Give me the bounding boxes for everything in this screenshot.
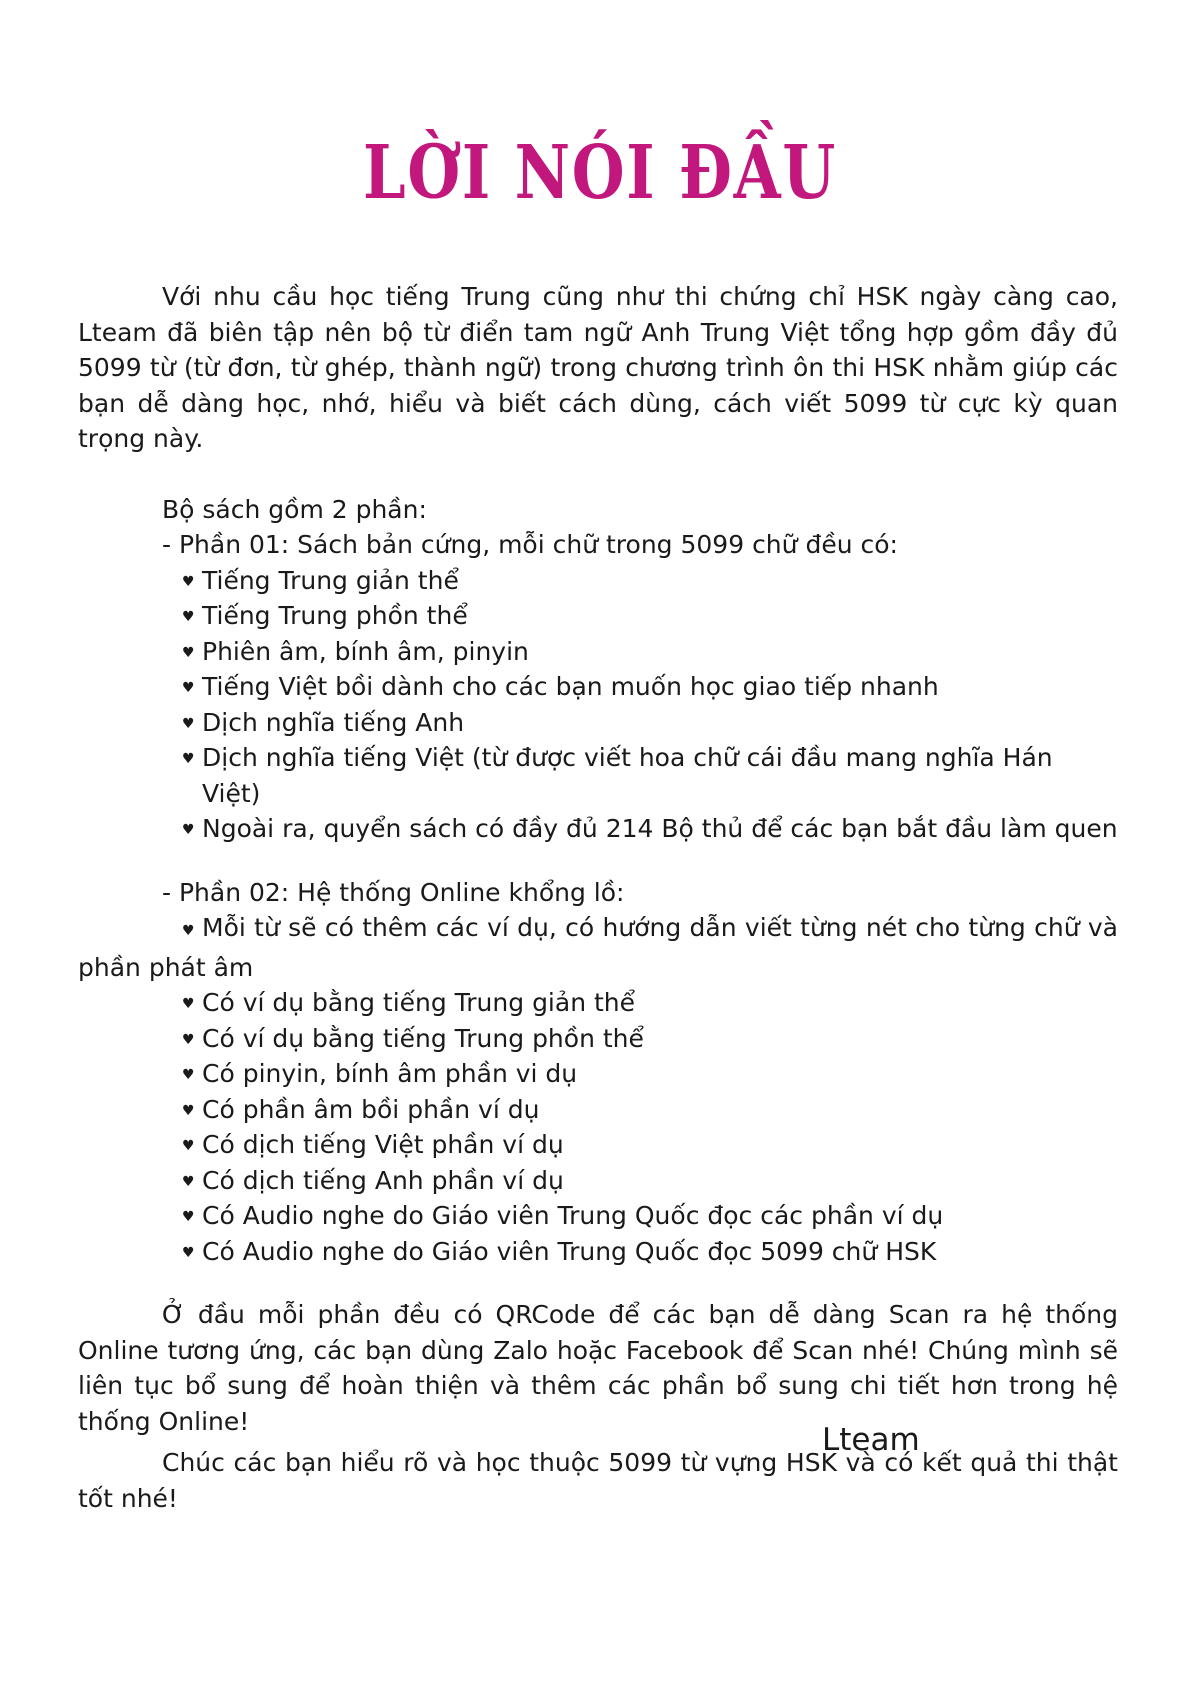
heart-bullet-icon: ♥ — [182, 751, 195, 767]
list-item: ♥ Có dịch tiếng Việt phần ví dụ — [182, 1127, 1118, 1163]
list-item: ♥ Có ví dụ bằng tiếng Trung phồn thể — [182, 1021, 1118, 1057]
list-item: ♥ Dịch nghĩa tiếng Việt (từ được viết hoa chữ cái đầu mang nghĩa Hán Việt) — [182, 743, 1053, 808]
list-item: ♥ Có Audio nghe do Giáo viên Trung Quốc đọc 5099 chữ HSK — [182, 1234, 1118, 1270]
heart-bullet-icon: ♥ — [182, 573, 195, 590]
heart-bullet-icon: ♥ — [182, 644, 195, 661]
heart-bullet-icon: ♥ — [182, 1173, 195, 1190]
part1-heading: - Phần 01: Sách bản cứng, mỗi chữ trong 5099 chữ đều có: — [162, 530, 898, 559]
heart-bullet-icon: ♥ — [182, 1102, 195, 1119]
heart-bullet-icon: ♥ — [182, 680, 195, 696]
signature: Lteam — [822, 1422, 920, 1458]
heart-bullet-icon: ♥ — [182, 715, 195, 732]
list-item: ♥ Tiếng Trung phồn thể — [182, 598, 1118, 634]
intro-paragraph: Với nhu cầu học tiếng Trung cũng như thi chứng chỉ HSK ngày càng cao, Lteam đã biên tập nên bộ từ điển tam ngữ Anh Trung Việt tổng hợp gồm đầy đủ 5099 từ (từ đơn, từ ghép, thành ngữ) trong chương trình ôn thi HSK nhằm giúp các bạn dễ dàng học, nhớ, hiểu và biết cách dùng, cách viết 5099 từ cực kỳ quan trọng này. — [78, 282, 1118, 453]
list-item: ♥ Dịch nghĩa tiếng Anh — [182, 705, 1118, 741]
list-item: ♥ Có ví dụ bằng tiếng Trung giản thể — [182, 985, 1118, 1021]
heart-bullet-icon: ♥ — [182, 609, 195, 625]
document-body — [78, 279, 1118, 1516]
heart-bullet-icon: ♥ — [182, 1067, 195, 1083]
list-item: ♥ Có pinyin, bính âm phần vi dụ — [182, 1056, 1118, 1092]
heart-bullet-icon: ♥ — [182, 923, 195, 939]
part2-list — [78, 985, 1118, 1269]
page-title: LỜI NÓI ĐẦU — [363, 130, 837, 216]
list-item: ♥ Có dịch tiếng Anh phần ví dụ — [182, 1163, 1118, 1199]
list-item: ♥ Mỗi từ sẽ có thêm các ví dụ, có hướng dẫn viết từng nét cho từng chữ và phần phát âm — [78, 913, 1118, 982]
heart-bullet-icon: ♥ — [182, 822, 195, 838]
list-item: ♥ Có phần âm bồi phần ví dụ — [182, 1092, 1118, 1128]
heart-bullet-icon: ♥ — [182, 1031, 195, 1048]
book-heading: Bộ sách gồm 2 phần: — [162, 494, 427, 524]
heart-bullet-icon: ♥ — [182, 996, 195, 1012]
heart-bullet-icon: ♥ — [182, 1209, 195, 1225]
heart-bullet-icon: ♥ — [182, 1138, 195, 1154]
list-item: ♥ Tiếng Trung giản thể — [182, 563, 1118, 599]
heart-bullet-icon: ♥ — [182, 1244, 195, 1261]
list-item: ♥ Tiếng Việt bồi dành cho các bạn muốn học giao tiếp nhanh — [182, 669, 1118, 705]
list-item: ♥ Có Audio nghe do Giáo viên Trung Quốc đọc các phần ví dụ — [182, 1198, 1118, 1234]
closing-paragraph: Chúc các bạn hiểu rõ và học thuộc 5099 từ vựng HSK và có kết quả thi thật tốt nhé! — [78, 1448, 1118, 1513]
list-item: ♥ Phiên âm, bính âm, pinyin — [182, 634, 1118, 670]
outro-paragraph: Ở đầu mỗi phần đều có QRCode để các bạn dễ dàng Scan ra hệ thống Online tương ứng, các bạn dùng Zalo hoặc Facebook để Scan nhé! Chúng mình sẽ liên tục bổ sung để hoàn thiện và thêm các phần bổ sung chi tiết hơn trong hệ thống Online! — [78, 1300, 1118, 1436]
list-item: ♥ Ngoài ra, quyển sách có đầy đủ 214 Bộ thủ để các bạn bắt đầu làm quen — [182, 811, 1118, 847]
part1-list — [78, 563, 1118, 847]
part2-heading: - Phần 02: Hệ thống Online khổng lồ: — [162, 877, 625, 907]
